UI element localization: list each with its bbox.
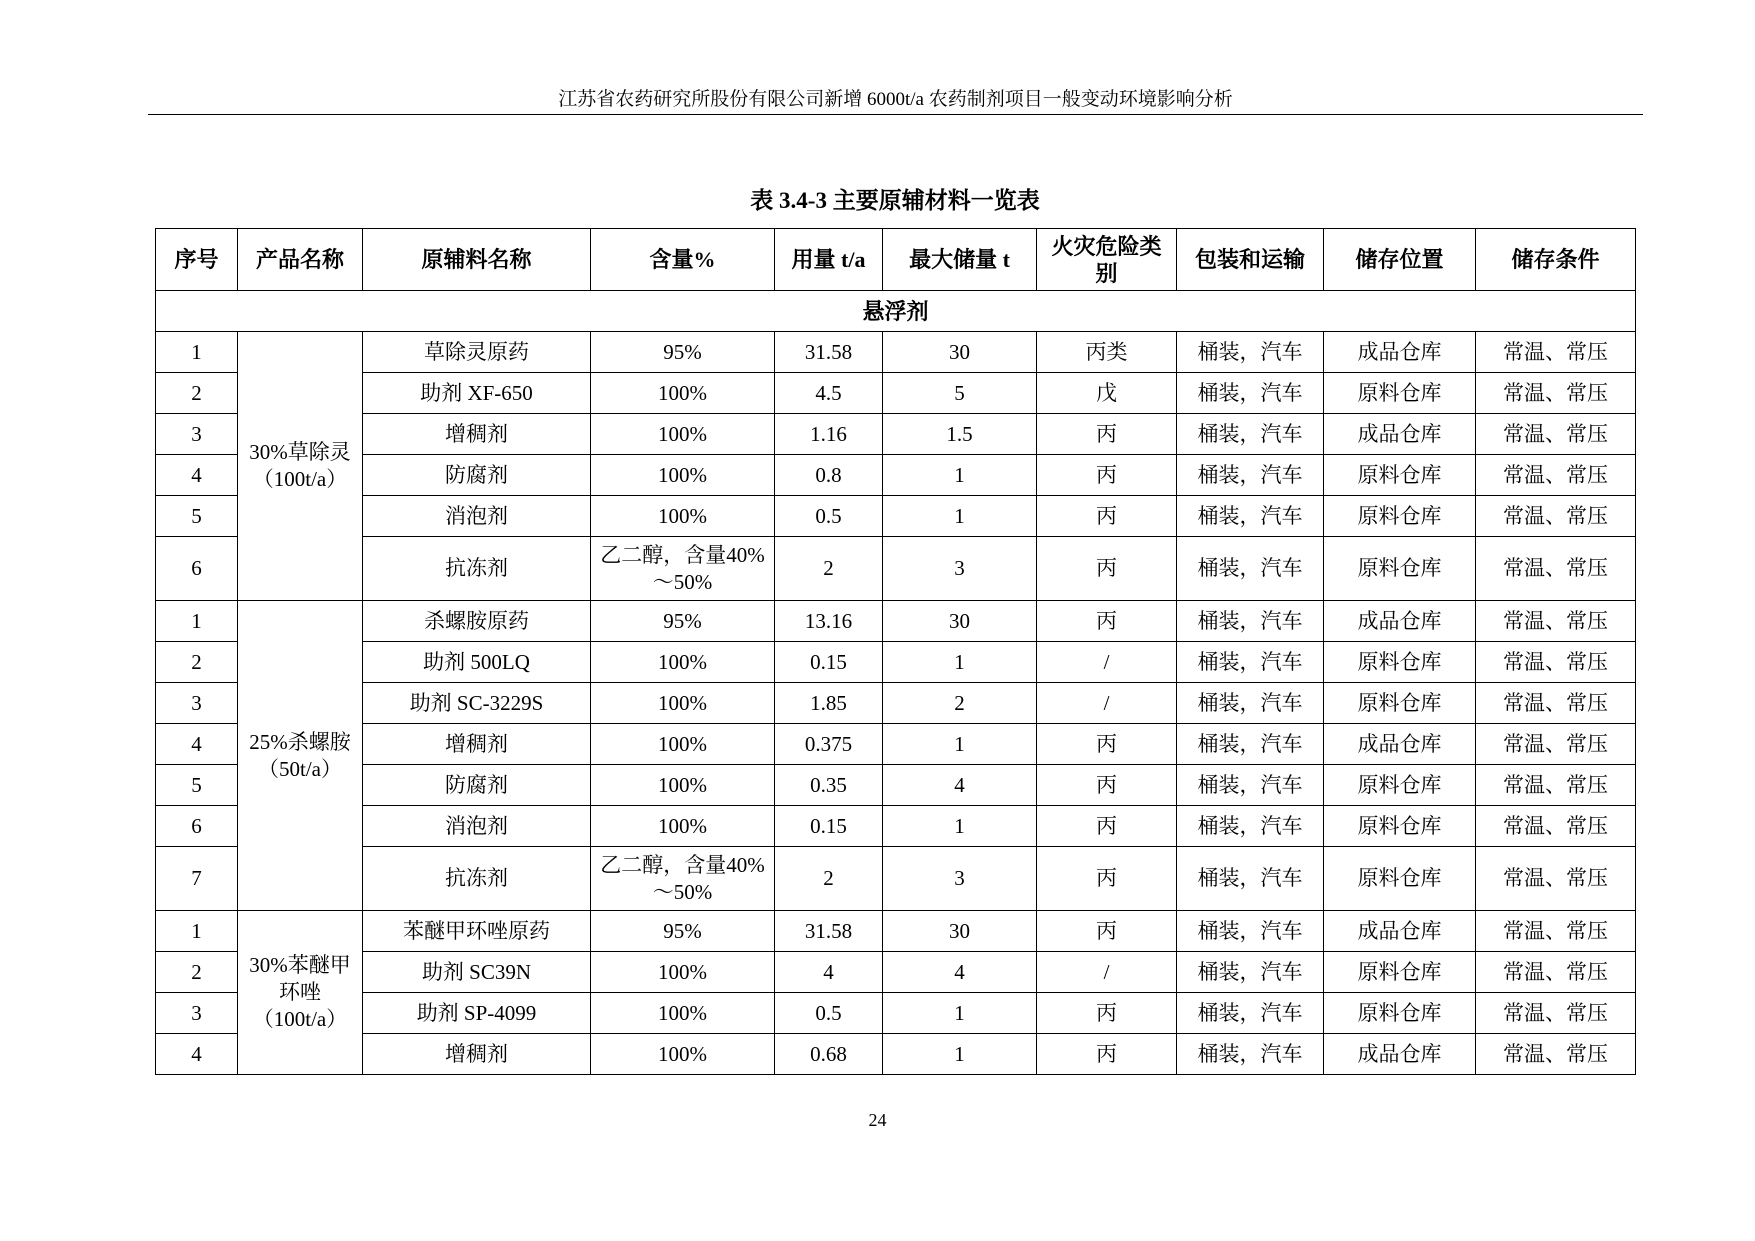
packaging-cell: 桶装，汽车 (1177, 642, 1324, 683)
usage-cell: 2 (775, 537, 883, 601)
table-row (156, 332, 1636, 373)
condition-cell: 常温、常压 (1476, 414, 1636, 455)
packaging-cell: 桶装，汽车 (1177, 683, 1324, 724)
content-cell: 100% (591, 373, 775, 414)
fire-class-cell: 丙 (1037, 911, 1177, 952)
row-number-cell: 5 (156, 765, 238, 806)
product-name-cell: 30%苯醚甲环唑（100t/a） (238, 911, 363, 1075)
materials-table (155, 228, 1636, 1075)
location-cell: 原料仓库 (1324, 455, 1476, 496)
column-header: 储存条件 (1476, 229, 1636, 291)
content-cell: 100% (591, 642, 775, 683)
content-cell: 95% (591, 911, 775, 952)
condition-cell: 常温、常压 (1476, 537, 1636, 601)
max-storage-cell: 1 (883, 496, 1037, 537)
table-row (156, 724, 1636, 765)
condition-cell: 常温、常压 (1476, 911, 1636, 952)
usage-cell: 13.16 (775, 601, 883, 642)
content-cell: 100% (591, 806, 775, 847)
fire-class-cell: 丙 (1037, 765, 1177, 806)
fire-class-cell: 丙 (1037, 724, 1177, 765)
condition-cell: 常温、常压 (1476, 373, 1636, 414)
table-row (156, 642, 1636, 683)
content-cell: 乙二醇，含量40%～50% (591, 847, 775, 911)
condition-cell: 常温、常压 (1476, 601, 1636, 642)
table-row (156, 537, 1636, 601)
column-header: 包装和运输 (1177, 229, 1324, 291)
location-cell: 成品仓库 (1324, 911, 1476, 952)
condition-cell: 常温、常压 (1476, 952, 1636, 993)
material-cell: 助剂 SC-3229S (363, 683, 591, 724)
content-cell: 100% (591, 496, 775, 537)
location-cell: 原料仓库 (1324, 765, 1476, 806)
packaging-cell: 桶装，汽车 (1177, 847, 1324, 911)
usage-cell: 2 (775, 847, 883, 911)
fire-class-cell: 丙 (1037, 993, 1177, 1034)
material-cell: 草除灵原药 (363, 332, 591, 373)
row-number-cell: 3 (156, 993, 238, 1034)
table-title: 表 3.4-3 主要原辅材料一览表 (750, 188, 1040, 213)
max-storage-cell: 3 (883, 537, 1037, 601)
column-header: 序号 (156, 229, 238, 291)
product-name-cell: 30%草除灵（100t/a） (238, 332, 363, 601)
packaging-cell: 桶装，汽车 (1177, 496, 1324, 537)
table-row (156, 806, 1636, 847)
condition-cell: 常温、常压 (1476, 496, 1636, 537)
table-row (156, 373, 1636, 414)
column-header: 含量% (591, 229, 775, 291)
location-cell: 原料仓库 (1324, 993, 1476, 1034)
max-storage-cell: 1 (883, 724, 1037, 765)
usage-cell: 0.5 (775, 993, 883, 1034)
condition-cell: 常温、常压 (1476, 1034, 1636, 1075)
max-storage-cell: 1 (883, 455, 1037, 496)
max-storage-cell: 1 (883, 993, 1037, 1034)
location-cell: 原料仓库 (1324, 806, 1476, 847)
packaging-cell: 桶装，汽车 (1177, 724, 1324, 765)
packaging-cell: 桶装，汽车 (1177, 455, 1324, 496)
fire-class-cell: / (1037, 952, 1177, 993)
column-header: 产品名称 (238, 229, 363, 291)
content-cell: 100% (591, 765, 775, 806)
condition-cell: 常温、常压 (1476, 683, 1636, 724)
material-cell: 防腐剂 (363, 765, 591, 806)
usage-cell: 4 (775, 952, 883, 993)
max-storage-cell: 1 (883, 642, 1037, 683)
row-number-cell: 3 (156, 414, 238, 455)
usage-cell: 4.5 (775, 373, 883, 414)
material-cell: 抗冻剂 (363, 847, 591, 911)
material-cell: 增稠剂 (363, 1034, 591, 1075)
table-row (156, 847, 1636, 911)
packaging-cell: 桶装，汽车 (1177, 537, 1324, 601)
product-name-cell: 25%杀螺胺（50t/a） (238, 601, 363, 911)
row-number-cell: 5 (156, 496, 238, 537)
packaging-cell: 桶装，汽车 (1177, 373, 1324, 414)
packaging-cell: 桶装，汽车 (1177, 806, 1324, 847)
max-storage-cell: 30 (883, 911, 1037, 952)
usage-cell: 0.375 (775, 724, 883, 765)
content-cell: 100% (591, 455, 775, 496)
table-row (156, 993, 1636, 1034)
row-number-cell: 2 (156, 952, 238, 993)
content-cell: 95% (591, 332, 775, 373)
packaging-cell: 桶装，汽车 (1177, 332, 1324, 373)
row-number-cell: 7 (156, 847, 238, 911)
material-cell: 助剂 SP-4099 (363, 993, 591, 1034)
location-cell: 成品仓库 (1324, 414, 1476, 455)
location-cell: 成品仓库 (1324, 601, 1476, 642)
running-header: 江苏省农药研究所股份有限公司新增 6000t/a 农药制剂项目一般变动环境影响分析 (558, 89, 1233, 110)
content-cell: 95% (591, 601, 775, 642)
row-number-cell: 1 (156, 911, 238, 952)
material-cell: 消泡剂 (363, 806, 591, 847)
content-cell: 100% (591, 683, 775, 724)
table-row (156, 496, 1636, 537)
fire-class-cell: 丙 (1037, 601, 1177, 642)
table-row (156, 765, 1636, 806)
location-cell: 原料仓库 (1324, 373, 1476, 414)
location-cell: 原料仓库 (1324, 683, 1476, 724)
row-number-cell: 6 (156, 806, 238, 847)
page-number: 24 (868, 1110, 887, 1130)
location-cell: 成品仓库 (1324, 1034, 1476, 1075)
condition-cell: 常温、常压 (1476, 455, 1636, 496)
material-cell: 助剂 500LQ (363, 642, 591, 683)
material-cell: 防腐剂 (363, 455, 591, 496)
usage-cell: 0.15 (775, 806, 883, 847)
header-divider (148, 114, 1643, 115)
column-header: 储存位置 (1324, 229, 1476, 291)
material-cell: 助剂 XF-650 (363, 373, 591, 414)
condition-cell: 常温、常压 (1476, 642, 1636, 683)
usage-cell: 31.58 (775, 332, 883, 373)
column-header: 火灾危险类别 (1037, 229, 1177, 291)
row-number-cell: 4 (156, 724, 238, 765)
max-storage-cell: 4 (883, 952, 1037, 993)
material-cell: 消泡剂 (363, 496, 591, 537)
max-storage-cell: 4 (883, 765, 1037, 806)
location-cell: 成品仓库 (1324, 332, 1476, 373)
material-cell: 增稠剂 (363, 414, 591, 455)
material-cell: 苯醚甲环唑原药 (363, 911, 591, 952)
usage-cell: 0.15 (775, 642, 883, 683)
condition-cell: 常温、常压 (1476, 724, 1636, 765)
content-cell: 100% (591, 1034, 775, 1075)
table-row (156, 414, 1636, 455)
column-header: 原辅料名称 (363, 229, 591, 291)
material-cell: 增稠剂 (363, 724, 591, 765)
location-cell: 成品仓库 (1324, 724, 1476, 765)
content-cell: 100% (591, 993, 775, 1034)
packaging-cell: 桶装，汽车 (1177, 414, 1324, 455)
fire-class-cell: / (1037, 683, 1177, 724)
row-number-cell: 2 (156, 642, 238, 683)
location-cell: 原料仓库 (1324, 642, 1476, 683)
location-cell: 原料仓库 (1324, 537, 1476, 601)
packaging-cell: 桶装，汽车 (1177, 1034, 1324, 1075)
max-storage-cell: 1.5 (883, 414, 1037, 455)
max-storage-cell: 3 (883, 847, 1037, 911)
table-row (156, 1034, 1636, 1075)
column-header: 最大储量 t (883, 229, 1037, 291)
fire-class-cell: 丙 (1037, 496, 1177, 537)
packaging-cell: 桶装，汽车 (1177, 993, 1324, 1034)
condition-cell: 常温、常压 (1476, 806, 1636, 847)
condition-cell: 常温、常压 (1476, 765, 1636, 806)
fire-class-cell: 丙 (1037, 537, 1177, 601)
location-cell: 原料仓库 (1324, 952, 1476, 993)
row-number-cell: 4 (156, 455, 238, 496)
usage-cell: 0.5 (775, 496, 883, 537)
usage-cell: 1.85 (775, 683, 883, 724)
packaging-cell: 桶装，汽车 (1177, 601, 1324, 642)
max-storage-cell: 30 (883, 601, 1037, 642)
content-cell: 100% (591, 414, 775, 455)
fire-class-cell: 丙 (1037, 806, 1177, 847)
usage-cell: 0.35 (775, 765, 883, 806)
table-row (156, 952, 1636, 993)
usage-cell: 31.58 (775, 911, 883, 952)
row-number-cell: 1 (156, 332, 238, 373)
row-number-cell: 4 (156, 1034, 238, 1075)
table-row (156, 683, 1636, 724)
row-number-cell: 3 (156, 683, 238, 724)
table-row (156, 455, 1636, 496)
condition-cell: 常温、常压 (1476, 993, 1636, 1034)
usage-cell: 1.16 (775, 414, 883, 455)
max-storage-cell: 5 (883, 373, 1037, 414)
fire-class-cell: 丙 (1037, 414, 1177, 455)
table-header-row (156, 229, 1636, 291)
condition-cell: 常温、常压 (1476, 847, 1636, 911)
material-cell: 助剂 SC39N (363, 952, 591, 993)
packaging-cell: 桶装，汽车 (1177, 952, 1324, 993)
max-storage-cell: 2 (883, 683, 1037, 724)
table-body (156, 291, 1636, 1075)
section-title: 悬浮剂 (156, 291, 1636, 332)
table-row (156, 911, 1636, 952)
condition-cell: 常温、常压 (1476, 332, 1636, 373)
usage-cell: 0.68 (775, 1034, 883, 1075)
row-number-cell: 6 (156, 537, 238, 601)
row-number-cell: 2 (156, 373, 238, 414)
column-header: 用量 t/a (775, 229, 883, 291)
max-storage-cell: 1 (883, 806, 1037, 847)
fire-class-cell: 丙 (1037, 847, 1177, 911)
content-cell: 100% (591, 724, 775, 765)
packaging-cell: 桶装，汽车 (1177, 911, 1324, 952)
content-cell: 100% (591, 952, 775, 993)
table-row (156, 601, 1636, 642)
material-cell: 杀螺胺原药 (363, 601, 591, 642)
location-cell: 原料仓库 (1324, 847, 1476, 911)
max-storage-cell: 30 (883, 332, 1037, 373)
fire-class-cell: 丙 (1037, 1034, 1177, 1075)
packaging-cell: 桶装，汽车 (1177, 765, 1324, 806)
content-cell: 乙二醇，含量40%～50% (591, 537, 775, 601)
fire-class-cell: / (1037, 642, 1177, 683)
fire-class-cell: 丙 (1037, 455, 1177, 496)
section-row (156, 291, 1636, 332)
fire-class-cell: 丙类 (1037, 332, 1177, 373)
material-cell: 抗冻剂 (363, 537, 591, 601)
fire-class-cell: 戊 (1037, 373, 1177, 414)
location-cell: 原料仓库 (1324, 496, 1476, 537)
row-number-cell: 1 (156, 601, 238, 642)
usage-cell: 0.8 (775, 455, 883, 496)
max-storage-cell: 1 (883, 1034, 1037, 1075)
